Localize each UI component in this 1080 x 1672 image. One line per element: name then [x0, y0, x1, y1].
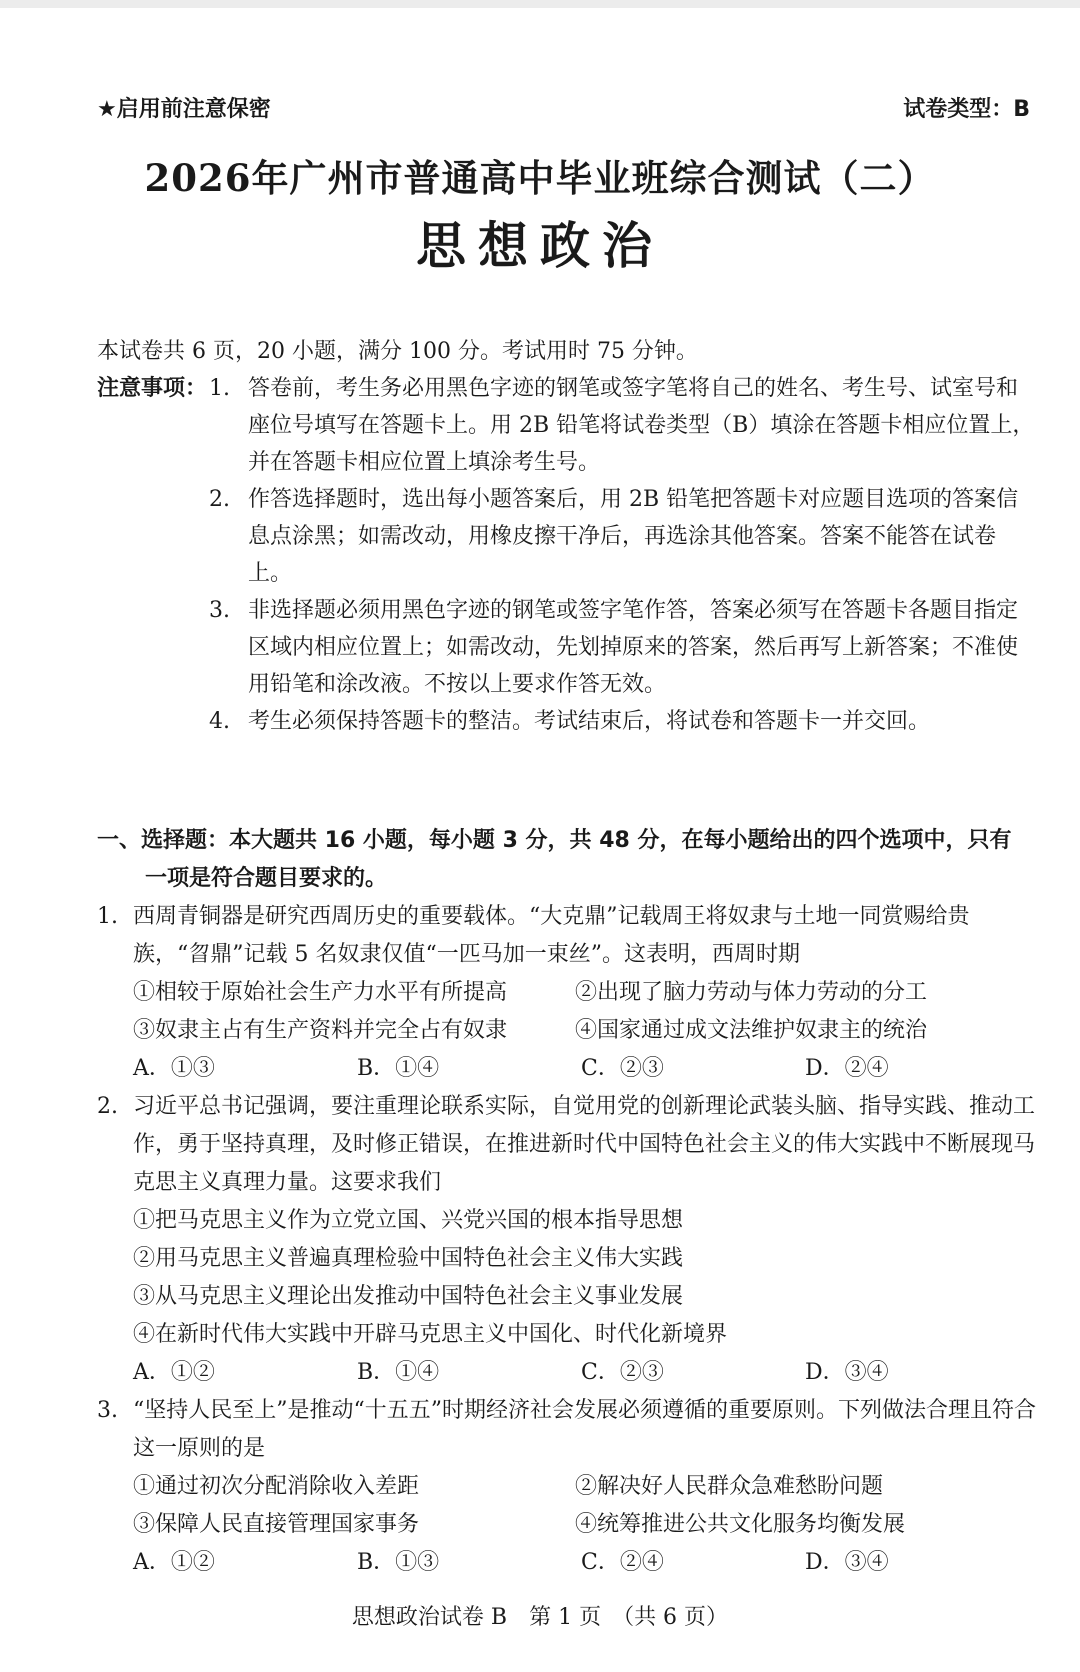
option: ①把马克思主义作为立党立国、兴党兴国的根本指导思想 [133, 1208, 684, 1233]
note-text: 考生必须保持答题卡的整洁。考试结束后，将试卷和答题卡一并交回。 [248, 709, 931, 734]
answer-choices [133, 1354, 1037, 1392]
answer-choice: A．①② [133, 1550, 215, 1575]
answer-choice: B．①③ [357, 1550, 440, 1575]
option: ③保障人民直接管理国家事务 [133, 1512, 420, 1537]
option: ①相较于原始社会生产力水平有所提高 [133, 980, 508, 1005]
option: ②用马克思主义普遍真理检验中国特色社会主义伟大实践 [133, 1246, 684, 1271]
answer-choice: C．②③ [581, 1360, 664, 1385]
subject-title: 思想政治 [416, 217, 664, 275]
question-options [133, 974, 1037, 1050]
question [97, 1088, 1037, 1392]
option: ③从马克思主义理论出发推动中国特色社会主义事业发展 [133, 1284, 684, 1309]
note-number: 3. [209, 598, 230, 623]
option: ②出现了脑力劳动与体力劳动的分工 [575, 980, 928, 1005]
note-text: 作答选择题时，选出每小题答案后，用 2B 铅笔把答题卡对应题目选项的答案信息点涂黑；如需改动，用橡皮擦干净后，再选涂其他答案。答案不能答在试卷上。 [248, 487, 1019, 586]
page-footer: 思想政治试卷 B 第 1 页 （共 6 页） [351, 1605, 729, 1630]
exam-title: 2026年广州市普通高中毕业班综合测试（二） [144, 156, 936, 200]
answer-choice: B．①④ [357, 1056, 440, 1081]
section-heading-line1: 一、选择题：本大题共 16 小题，每小题 3 分，共 48 分，在每小题给出的四个选项中，只有 [97, 828, 1012, 853]
answer-choice: C．②④ [581, 1550, 664, 1575]
notes-block [97, 370, 1037, 740]
section-heading-line2: 一项是符合题目要求的。 [145, 866, 388, 891]
answer-choice: A．①② [133, 1360, 215, 1385]
option: ④统筹推进公共文化服务均衡发展 [575, 1512, 906, 1537]
answer-choices [133, 1544, 1037, 1582]
exam-intro: 本试卷共 6 页，20 小题，满分 100 分。考试用时 75 分钟。 [97, 339, 698, 364]
question-options [133, 1468, 1037, 1544]
answer-choice: D．③④ [805, 1360, 889, 1385]
question [97, 1392, 1037, 1582]
note-number: 1. [209, 376, 230, 401]
question-options [133, 1202, 1037, 1354]
paper-type-label: 试卷类型：B [903, 97, 1030, 122]
question-number: 1. [97, 904, 118, 929]
option: ①通过初次分配消除收入差距 [133, 1474, 420, 1499]
notes-label: 注意事项： [97, 376, 208, 401]
note-item [97, 370, 1037, 481]
answer-choice: C．②③ [581, 1056, 664, 1081]
option: ④在新时代伟大实践中开辟马克思主义中国化、时代化新境界 [133, 1322, 728, 1347]
note-text: 答卷前，考生务必用黑色字迹的钢笔或签字笔将自己的姓名、考生号、试室号和座位号填写在答题卡上。用 2B 铅笔将试卷类型（B）填涂在答题卡相应位置上，并在答题卡相应位置上填涂考生号。 [248, 376, 1035, 475]
note-item [97, 703, 1037, 740]
section-heading [97, 822, 1037, 898]
question [97, 898, 1037, 1088]
question-stem: 西周青铜器是研究西周历史的重要载体。“大克鼎”记载周王将奴隶与土地一同赏赐给贵族，“曶鼎”记载 5 名奴隶仅值“一匹马加一束丝”。这表明，西周时期 [133, 904, 970, 967]
note-text: 非选择题必须用黑色字迹的钢笔或签字笔作答，答案必须写在答题卡各题目指定区域内相应位置上；如需改动，先划掉原来的答案，然后再写上新答案；不准使用铅笔和涂改液。不按以上要求作答无效。 [248, 598, 1019, 697]
option: ③奴隶主占有生产资料并完全占有奴隶 [133, 1018, 508, 1043]
question-number: 2. [97, 1094, 118, 1119]
answer-choice: D．②④ [805, 1056, 889, 1081]
question-list [97, 898, 1037, 1582]
question-number: 3. [97, 1398, 118, 1423]
answer-choice: A．①③ [133, 1056, 215, 1081]
note-number: 2. [209, 487, 230, 512]
confidential-label: ★启用前注意保密 [97, 97, 271, 122]
question-stem: 习近平总书记强调，要注重理论联系实际，自觉用党的创新理论武装头脑、指导实践、推动工作，勇于坚持真理，及时修正错误，在推进新时代中国特色社会主义的伟大实践中不断展现马克思主义真理力量。这要求我们 [133, 1094, 1036, 1195]
note-number: 4. [209, 709, 230, 734]
note-item [97, 481, 1037, 592]
answer-choices [133, 1050, 1037, 1088]
question-stem: “坚持人民至上”是推动“十五五”时期经济社会发展必须遵循的重要原则。下列做法合理且符合这一原则的是 [133, 1398, 1036, 1461]
note-item [97, 592, 1037, 703]
answer-choice: D．③④ [805, 1550, 889, 1575]
option: ④国家通过成文法维护奴隶主的统治 [575, 1018, 928, 1043]
answer-choice: B．①④ [357, 1360, 440, 1385]
option: ②解决好人民群众急难愁盼问题 [575, 1474, 884, 1499]
